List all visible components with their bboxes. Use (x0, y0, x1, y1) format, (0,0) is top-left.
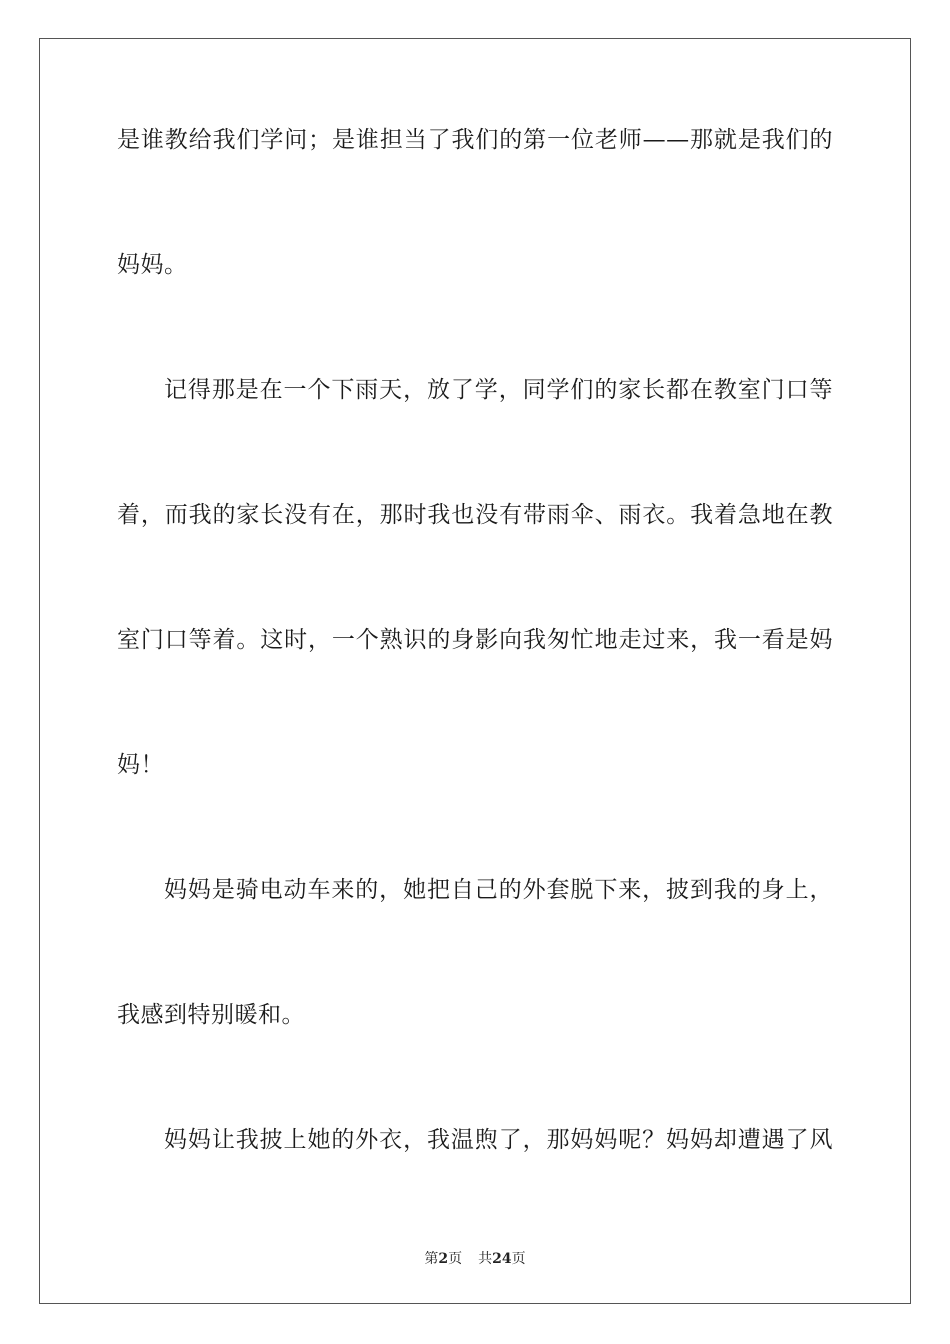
page-suffix: 页 (448, 1251, 463, 1267)
text-line: 着，而我的家长没有在，那时我也没有带雨伞、雨衣。我着急地在教 (117, 502, 833, 528)
current-page-number: 2 (438, 1251, 449, 1267)
paragraph-start-line: 妈妈让我披上她的外衣，我温煦了，那妈妈呢？妈妈却遭遇了风 (164, 1127, 833, 1153)
paragraph-start-line: 记得那是在一个下雨天，放了学，同学们的家长都在教室门口等 (164, 377, 833, 403)
paragraph-start-line: 妈妈是骑电动车来的，她把自己的外套脱下来，披到我的身上， (164, 877, 833, 903)
page-footer (0, 1248, 950, 1268)
text-line: 室门口等着。这时，一个熟识的身影向我匆忙地走过来，我一看是妈 (117, 627, 833, 653)
total-prefix: 共 (478, 1251, 493, 1267)
text-line: 妈妈。 (117, 252, 188, 278)
document-body (117, 125, 833, 1250)
page-prefix: 第 (424, 1251, 439, 1267)
text-line: 我感到特别暖和。 (117, 1002, 305, 1028)
total-suffix: 页 (511, 1251, 526, 1267)
total-page-count: 24 (492, 1251, 512, 1267)
text-line: 妈！ (117, 752, 164, 778)
text-line: 是谁教给我们学问；是谁担当了我们的第一位老师——那就是我们的 (117, 127, 833, 153)
